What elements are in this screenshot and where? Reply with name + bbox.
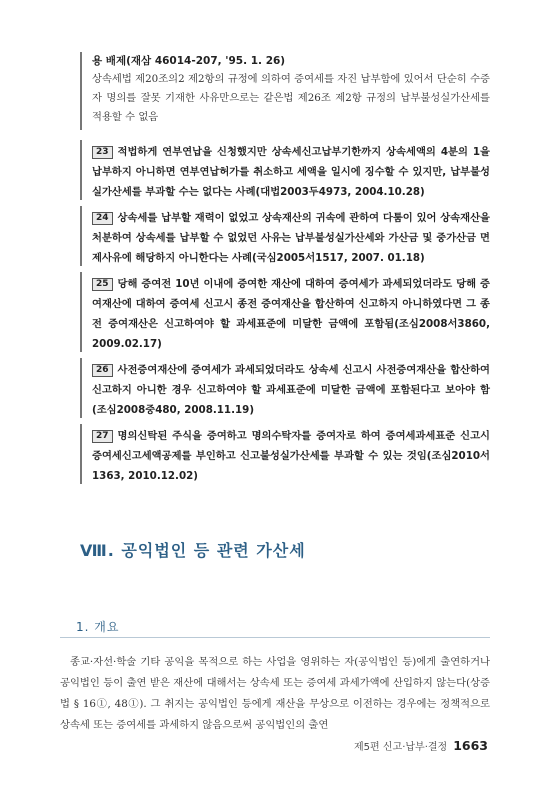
chapter-label: 제5편 신고·납부·결정 (354, 742, 448, 753)
case-item-25 (92, 274, 490, 354)
case-text: 당해 증여전 10년 이내에 증여한 재산에 대하여 증여세가 과세되었더라도 당해 증여재산에 대하여 증여세 신고시 종전 증여재산을 합산하여 신고하지 아니하였다면 그 종전 증여재산은 신고하여야 할 과세표준에 미달한 금액에 포함됨(조심2008서3860, 2009.02.17) (92, 278, 490, 350)
subsection-divider (60, 637, 490, 638)
overview-paragraph: 종교·자선·학술 기타 공익을 목적으로 하는 사업을 영위하는 자(공익법인 등)에게 출연하거나 공익법인 등이 출연 받은 재산에 대해서는 상속세 또는 증여세 과세가액에 산입하지 않는다(상증법 § 16①, 48①). 그 취지는 공익법인 등에게 재산을 무상으로 이전하는 경우에는 정책적으로 상속세 또는 증여세를 과세하지 않음으로써 공익법인의 출연 (60, 656, 490, 731)
case-margin-rule (80, 424, 82, 484)
case-margin-rule (80, 140, 82, 200)
subsection-title: 1. 개요 (76, 620, 120, 634)
case-item-23 (92, 142, 490, 202)
case-number-badge: 23 (92, 146, 113, 159)
intro-heading: 용 배제(재삼 46014-207, '95. 1. 26) (92, 55, 286, 67)
intro-margin-rule (80, 52, 82, 130)
case-number-badge: 25 (92, 278, 113, 291)
case-number-badge: 27 (92, 430, 113, 443)
case-item-26 (92, 360, 490, 420)
intro-body: 상속세법 제20조의2 제2항의 규정에 의하여 증여세를 자진 납부함에 있어서 단순히 수증자 명의를 잘못 기재한 사유만으로는 같은법 제26조 제2항 규정의 납부불성실가산세를 적용할 수 없음 (92, 73, 490, 123)
case-item-27 (92, 426, 490, 486)
case-text: 명의신탁된 주식을 증여하고 명의수탁자를 증여자로 하여 증여세과세표준 신고시 증여세신고세액공제를 부인하고 신고불성실가산세를 부과할 수 있는 것임(조심2010서1363, 2010.12.02) (92, 430, 490, 482)
case-margin-rule (80, 358, 82, 418)
page-number: 1663 (453, 738, 488, 753)
section-title: Ⅷ. 공익법인 등 관련 가산세 (80, 541, 306, 560)
case-item-24 (92, 208, 490, 268)
case-margin-rule (80, 272, 82, 352)
case-margin-rule (80, 206, 82, 266)
case-text: 상속세를 납부할 재력이 없었고 상속재산의 귀속에 관하여 다툼이 있어 상속재산을 처분하여 상속세를 납부할 수 없었던 사유는 납부불성실가산세와 가산금 및 중가산금 면제사유에 해당하지 아니한다는 사례(국심2005서1517, 2007. 01.18) (92, 212, 490, 264)
case-text: 적법하게 연부연납을 신청했지만 상속세신고납부기한까지 상속세액의 4분의 1을 납부하지 아니하면 연부연납허가를 취소하고 세액을 일시에 징수할 수 있지만, 납부불성실가산세를 부과할 수는 없다는 사례(대법2003두4973, 2004.10.28) (92, 146, 490, 198)
case-text: 사전증여재산에 증여세가 과세되었더라도 상속세 신고시 사전증여재산을 합산하여 신고하지 아니한 경우 신고하여야 할 과세표준에 미달한 금액에 포함된다고 보아야 함(조심2008중480, 2008.11.19) (92, 364, 490, 416)
page-footer (354, 738, 488, 753)
case-number-badge: 26 (92, 364, 113, 377)
case-number-badge: 24 (92, 212, 113, 225)
